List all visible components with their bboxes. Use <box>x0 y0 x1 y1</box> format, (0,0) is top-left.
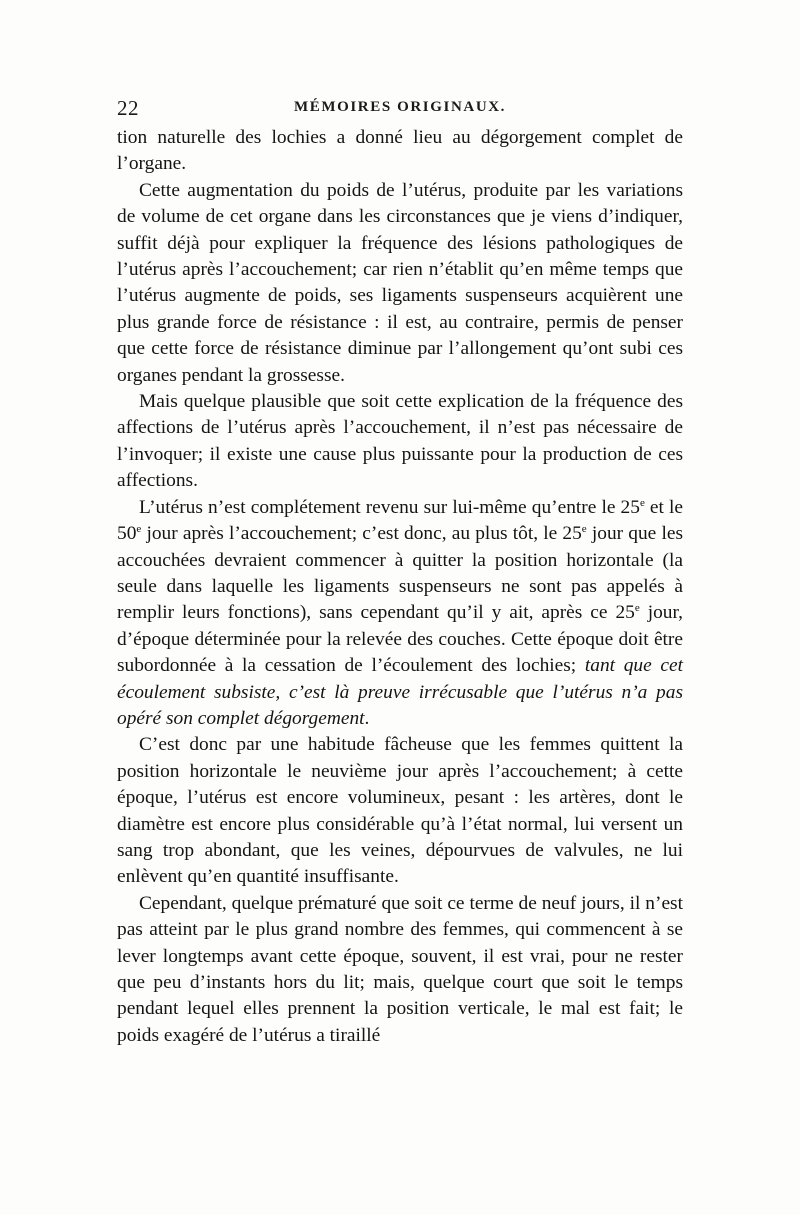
page-header <box>117 96 683 122</box>
text-run: L’utérus n’est complétement revenu sur lui-même qu’entre le 25 <box>139 496 640 518</box>
superscript-e: e <box>634 602 640 615</box>
page-number: 22 <box>117 96 139 120</box>
paragraph-1: tion naturelle des lochies a donné lieu au dégorgement complet de l’organe. <box>117 127 683 175</box>
text-run: jour, d’époque déterminée pour la relevée des couches. Cette époque doit être subordonnée à la cessation de l’écoulement des lochies; <box>117 602 683 677</box>
text-run: jour que les accouchées devraient commencer à quitter la position horizontale (la seule dans laquelle les ligaments suspenseurs ne sont pas appelés à remplir leurs fonctions), sans cependant qu’il y ait, après ce 25 <box>117 523 683 624</box>
paragraph-3: Mais quelque plausible que soit cette explication de la fréquence des affections de l’utérus après l’accouchement, il n’est pas nécessaire de l’invoquer; il existe une cause plus puissante pour la production de ces affections. <box>117 391 683 492</box>
italic-emphasis: tant que cet écoulement subsiste, c’est là preuve irrécusable que l’utérus n’a pas opéré son complet dégorgement <box>117 655 683 729</box>
paragraph-2: Cette augmentation du poids de l’utérus, produite par les variations de volume de cet organe dans les circonstances que je viens d’indiquer, suffit déjà pour expliquer la fréquence des lésions pathologiques de l’utérus après l’accouchement; car rien n’établit qu’en même temps que l’utérus augmente de poids, ses ligaments suspenseurs acquièrent une plus grande force de résistance : il est, au contraire, permis de penser que cette force de résistance diminue par l’allongement qu’ont subi ces organes pendant la grossesse. <box>117 179 683 386</box>
running-head: MÉMOIRES ORIGINAUX. <box>293 99 507 115</box>
text-run: et le 50 <box>117 496 684 545</box>
text-run: jour après l’accouchement; c’est donc, au plus tôt, le 25 <box>141 523 582 545</box>
paragraph-6: Cependant, quelque prématuré que soit ce terme de neuf jours, il n’est pas atteint par le plus grand nombre des femmes, qui commencent à se lever longtemps avant cette époque, souvent, il est vrai, pour ne rester que peu d’instants hors du lit; mais, quelque court que soit le temps pendant lequel elles prennent la position verticale, le mal est fait; le poids exagéré de l’utérus a tiraillé <box>117 892 683 1046</box>
superscript-e: e <box>136 523 142 536</box>
superscript-e: e <box>581 523 587 536</box>
body-text <box>117 125 683 1049</box>
text-run: . <box>364 707 370 729</box>
paragraph-5: C’est donc par une habitude fâcheuse que les femmes quittent la position horizontale le neuvième jour après l’accouchement; à cette époque, l’utérus est encore volumineux, pesant : les artères, dont le diamètre est encore plus considérable qu’à l’état normal, lui versent un sang trop abondant, que les veines, dépourvues de valvules, ne lui enlèvent qu’en quantité insuffisante. <box>117 734 683 888</box>
paragraph-4 <box>117 495 683 733</box>
superscript-e: e <box>639 496 645 509</box>
